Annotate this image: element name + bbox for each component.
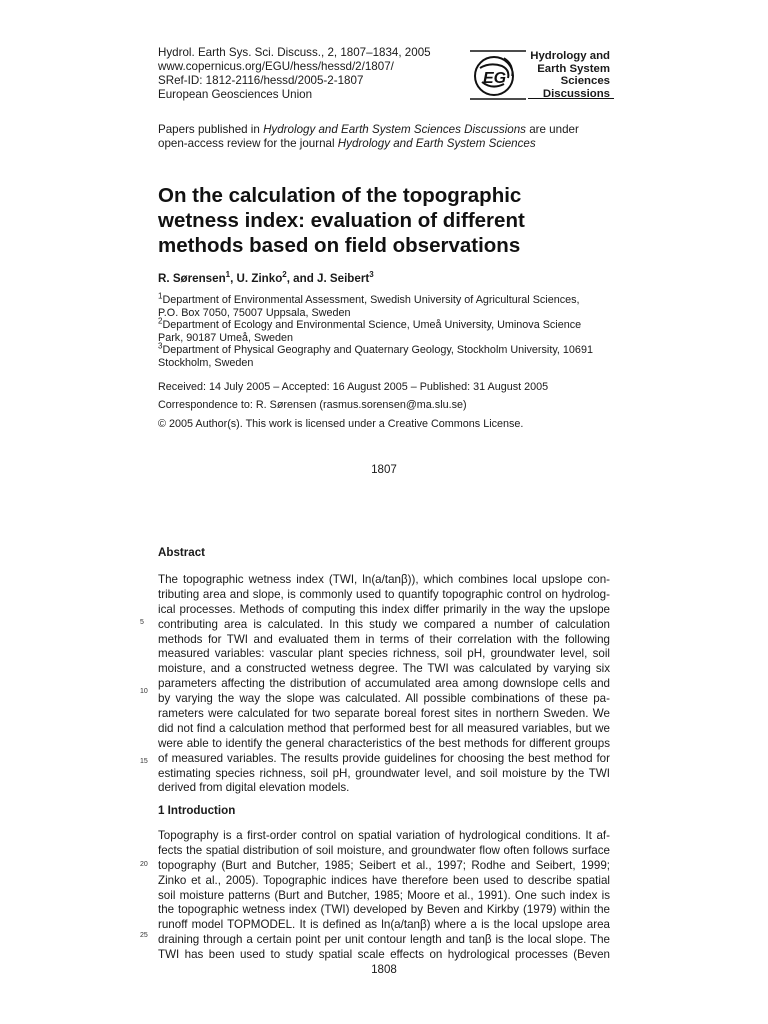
abstract-line: were able to identify the general characteristics of the best methods for different groups [158, 736, 610, 750]
abstract-line: contributing area is calculated. In this study we compared a number of calculation [158, 617, 610, 631]
affiliation-text: Stockholm, Sweden [158, 356, 254, 369]
affiliation-marker: 2 [158, 316, 163, 326]
abstract-line: by varying the way the slope was calculated. All possible combinations of these pa- [158, 692, 610, 706]
journal-reference: Hydrol. Earth Sys. Sci. Discuss., 2, 1807–1834, 2005 [158, 46, 431, 59]
affiliations [158, 291, 603, 370]
affiliation [158, 341, 603, 369]
line-number: 25 [140, 932, 148, 939]
intro-line: Topography is a first-order control on spatial variation of hydrological conditions. It af- [158, 829, 610, 842]
abstract-line: moisture, and a constructed wetness degree. The TWI was calculated by varying six [158, 662, 610, 676]
intro-line: the topographic wetness index (TWI) developed by Beven and Kirkby (1979) within the [158, 903, 610, 917]
abstract-line: derived from digital elevation models. [158, 781, 350, 795]
logo-line: Earth System [537, 62, 610, 75]
author-name: R. Sørensen [158, 272, 226, 285]
abstract-line: tributing area and slope, is commonly used to quantify topographic control on hydrolog- [158, 587, 610, 601]
review-text: Papers published in [158, 123, 264, 136]
line-number: 5 [140, 619, 144, 626]
affiliation-marker: 3 [369, 270, 374, 280]
author-name: , U. Zinko [230, 272, 283, 285]
affiliation-text: Department of Physical Geography and Quaternary Geology, Stockholm University, 10691 [162, 344, 593, 357]
intro-line: draining through a certain point per unit contour length and tanβ is the local slope. The [158, 933, 610, 947]
affiliation-marker: 2 [282, 270, 287, 280]
abstract-line: of measured variables. The results provide guidelines for choosing the best method for [158, 751, 610, 765]
line-number: 20 [140, 861, 148, 868]
paper-title [158, 183, 598, 258]
journal-name: Hydrology and Earth System Sciences [337, 137, 536, 150]
intro-line: TWI has been used to study spatial scale effects on hydrological processes (Beven [158, 948, 610, 962]
logo-line: Discussions [542, 87, 610, 100]
line-number: 15 [140, 758, 148, 765]
author-list [158, 272, 374, 285]
introduction-body [158, 829, 610, 963]
intro-line: Zinko et al., 2005). Topographic indices have therefore been used to describe spatial [158, 873, 610, 887]
review-note [158, 123, 598, 151]
affiliation-text: Department of Ecology and Environmental Science, Umeå University, Uminova Science [162, 319, 582, 332]
publisher-union: European Geosciences Union [158, 88, 313, 101]
affiliation-text: Park, 90187 Umeå, Sweden [158, 331, 294, 344]
article-url[interactable]: www.copernicus.org/EGU/hess/hessd/2/1807/ [158, 60, 394, 73]
logo-line: Sciences [560, 75, 610, 87]
intro-line: fects the spatial distribution of soil moisture, and groundwater flow often follows surface [158, 843, 610, 857]
affiliation-marker: 1 [158, 291, 163, 301]
correspondence[interactable]: Correspondence to: R. Sørensen (rasmus.sorensen@ma.slu.se) [158, 399, 467, 411]
page-number: 1808 [371, 963, 397, 976]
abstract-heading: Abstract [158, 546, 206, 559]
svg-text:EG: EG [483, 70, 507, 87]
affiliation [158, 291, 603, 319]
page-number: 1807 [371, 463, 397, 476]
journal-logo-text [530, 50, 610, 100]
journal-logo [468, 46, 614, 104]
abstract-line: methods for TWI and evaluated them in terms of their correlation with the following [158, 632, 610, 646]
review-text: open-access review for the journal [158, 137, 338, 150]
title-line: wetness index: evaluation of different [158, 209, 525, 232]
abstract-line: measured variables: vascular plant species richness, soil pH, groundwater level, soil [158, 647, 610, 661]
logo-rule [528, 98, 614, 99]
title-line: On the calculation of the topographic [158, 184, 522, 207]
abstract-body [158, 573, 610, 796]
affiliation-text: P.O. Box 7050, 75007 Uppsala, Sweden [158, 306, 351, 319]
title-line: methods based on field observations [158, 234, 521, 257]
citation-block [158, 46, 458, 102]
author-name: , and J. Seibert [286, 272, 370, 285]
journal-name: Hydrology and Earth System Sciences Discussions [263, 123, 526, 136]
affiliation-marker: 3 [158, 341, 163, 351]
affiliation [158, 316, 603, 344]
sref-id: SRef-ID: 1812-2116/hessd/2005-2-1807 [158, 74, 364, 87]
egu-globe-icon [468, 46, 528, 104]
intro-line: runoff model TOPMODEL. It is defined as ln(a/tanβ) where a is the local upslope area [158, 918, 610, 932]
abstract-line: estimating species richness, soil pH, groundwater level, and soil moisture by the TWI [158, 766, 610, 780]
abstract-line: ical processes. Methods of computing this index differ primarily in the way the upslope [158, 602, 610, 616]
abstract-line: The topographic wetness index (TWI, ln(a/tanβ)), which combines local upslope con- [158, 573, 610, 586]
affiliation-marker: 1 [225, 270, 231, 280]
review-text: are under [525, 123, 579, 136]
intro-line: soil moisture patterns (Burt and Butcher, 1985; Moore et al., 1991). One such index is [158, 888, 610, 902]
introduction-heading: 1 Introduction [158, 804, 236, 817]
publication-dates: Received: 14 July 2005 – Accepted: 16 August 2005 – Published: 31 August 2005 [158, 381, 549, 393]
line-number: 10 [140, 688, 148, 695]
abstract-line: parameters affecting the distribution of accumulated area among downslope cells and [158, 677, 610, 691]
copyright-notice: © 2005 Author(s). This work is licensed under a Creative Commons License. [158, 418, 524, 430]
affiliation-text: Department of Environmental Assessment, Swedish University of Agricultural Sciences, [162, 294, 580, 306]
intro-line: topography (Burt and Butcher, 1985; Seibert et al., 1997; Rodhe and Seibert, 1999; [158, 858, 610, 872]
logo-line: Hydrology and [530, 50, 610, 62]
abstract-line: did not find a calculation method that performed best for all measured variables, but we [158, 721, 610, 735]
abstract-line: rameters were calculated for two separate boreal forest sites in northern Sweden. We [158, 707, 610, 721]
